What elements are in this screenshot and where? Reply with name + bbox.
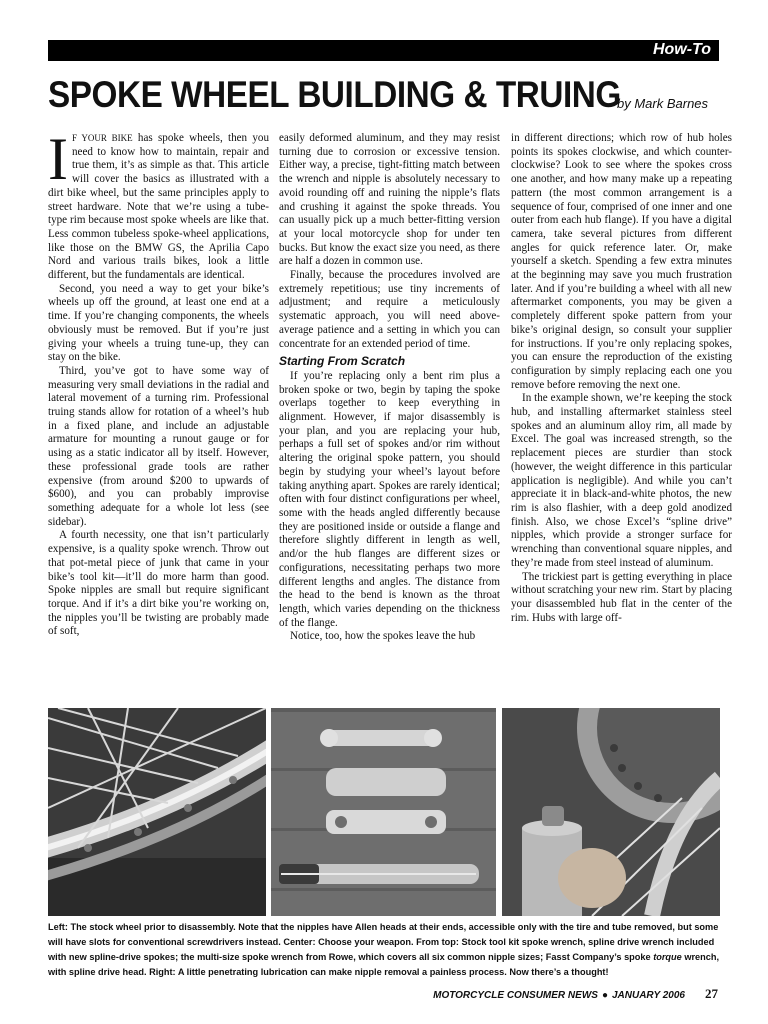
- section-label: How-To: [652, 41, 711, 58]
- paragraph: Third, you’ve got to have some way of measuring very small deviations in the radial and lateral movement of a turning rim. Professional truing stands allow for rotation of a wheel’s hub in a fixed plane, and include an adjustable armature for mounting a runout gauge or for using as a static indicator all by itself. However, these professional grade tools are rather expensive (from around $200 to upwards of $600), and you can probably improvise something adequate for a whole lot less (see sidebar).: [48, 364, 269, 528]
- article-title: SPOKE WHEEL BUILDING & TRUING: [48, 74, 621, 115]
- subhead: Starting From Scratch: [279, 354, 406, 369]
- lubrication-image: [502, 708, 720, 916]
- caption-text: Left: The stock wheel prior to disassembly. Note that the nipples have Allen heads at their ends, accessible only with the tire and tube removed, but some will have slots for conventional screwdrivers instead. Center: Choose your weapon. From top: Stock tool kit spoke wrench, spline drive wrench included with new spline-drive spokes; the multi-size spoke wrench from Rowe, which covers all six common nipple sizes; Fasst Company’s spoke: [48, 922, 719, 962]
- stock-wheel-image: [48, 708, 266, 916]
- caption-text-end: wrench, with spline drive head. Right: A little penetrating lubrication can make nipple removal a painless process. Now there’s a thought!: [48, 952, 720, 977]
- paragraph: A fourth necessity, one that isn’t particularly expensive, is a quality spoke wrench. Throw out that pot-metal piece of junk that came in your bike’s tool kit—it’ll do more harm than good. Spoke nipples are small but require significant torque. And if it’s a dirt bike you’re working on, the nipples you’ll be twisting are probably made of soft,: [48, 529, 269, 638]
- caption-italic-word: torque: [653, 952, 682, 962]
- spoke-wrenches-image: [271, 708, 496, 916]
- paragraph: In the example shown, we’re keeping the stock hub, and installing aftermarket stainless steel spokes and an aluminum alloy rim, all made by Excel. The goal was increased strength, so the replacement pieces are sturdier than stock (however, the weight difference in this particular application is negligible). And while you can’t appreciate it in black-and-white photos, the new rim is also flashier, with a deep gold anodized finish. Also, we chose Excel’s “spline drive” nipples, which provide a stronger surface for wrenching than conventional square nipples, and they’re made from steel instead of aluminum.: [511, 392, 732, 569]
- paragraph: Notice, too, how the spokes leave the hub: [290, 630, 476, 643]
- lead-smallcaps: F YOUR BIKE: [71, 133, 133, 143]
- column-2: [279, 132, 500, 698]
- drop-cap: I: [48, 132, 68, 192]
- paragraph: easily deformed aluminum, and they may resist turning due to corrosion or excessive tension. Either way, a precise, tight-fitting match between the wrench and nipple is absolutely necessary to avoid rounding off and ruining the nipple’s flats and crushing it against the spoke threads. You can usually pick up a much better-fitting version at your local motorcycle shop for under ten bucks. But know the exact size you need, as there are half a dozen in common use.: [279, 132, 500, 268]
- photo-stock-wheel: [48, 708, 266, 916]
- column-1: [48, 132, 269, 698]
- page-number: 27: [705, 986, 718, 1001]
- issue-date: JANUARY 2006: [611, 990, 685, 1001]
- paragraph: Second, you need a way to get your bike’s wheels up off the ground, at least one end at a time. If you’re changing components, the wheels obviously must be removed. But if you’re just giving your wheels a truing tune-up, they can stay on the bike.: [48, 282, 269, 364]
- photo-penetrating-lube: [502, 708, 720, 916]
- lead-text: has spoke wheels, then you need to know how to maintain, repair and true them, it’s as simple as that. This article will cover the basics as illustrated with a dirt bike wheel, but the same principles apply to street hardware. Note that we’re using a tube-type rim because most spoke wheels are like that. Less common tubeless spoke-wheel applications, like those on the BMW GS, the Aprilia Capo Nord and various trails bikes, look a little different, but the fundamentals are identical.: [48, 132, 269, 282]
- photo-caption: [48, 920, 720, 980]
- paragraph: If you’re replacing only a bent rim plus a broken spoke or two, begin by taping the spoke overlaps together to keep everything in alignment. However, if major disassembly is your plan, and you are replacing your hub, perhaps a full set of spokes and/or rim without altering the original spoke pattern, you should begin by studying your wheel’s layout before taking anything apart. Spokes are rarely identical; often with four distinct configurations per wheel, some with the heads angled differently because they are positioned inside or outside a flange and therefore slightly different in length as well, and/or the hub flanges are different sizes or configurations, necessitating perhaps two more different lengths and angles. The distance from the head to the bend is known as the throat length, which varies depending on the thickness of the flange.: [279, 369, 500, 629]
- paragraph: Finally, because the procedures involved are extremely repetitious; use tiny increments of adjustment; and require a meticulously systematic approach, you will need above-average patience and a setting in which you can concentrate for an extended period of time.: [279, 269, 500, 350]
- photo-spoke-wrenches: [271, 708, 496, 916]
- bullet-icon: ●: [601, 990, 608, 1001]
- paragraph: in different directions; which row of hub holes points its spokes clockwise, and which counter-clockwise? Look to see where the spokes cross one another, and how many make up a repeating pattern (the most common arrangement is a sequence of four, comprised of one inner and one outer from each hub flange). If you have a digital camera, take several pictures from different angles for quick reference later. Or, make yourself a sketch. Spending a few extra minutes at the beginning may save you much frustration later. And if you’re building a wheel with all new aftermarket components, you may be given a completely different spoke pattern from your bike’s original design, so consult your supplier for instructions. If you’re only replacing spokes, you can ensure the reproduction of the existing configuration by simply replacing each one you remove before removing the next one.: [511, 132, 732, 391]
- page-footer: [433, 986, 718, 1002]
- byline: by Mark Barnes: [617, 96, 709, 111]
- lead-paragraph: [48, 132, 269, 283]
- magazine-name: MOTORCYCLE CONSUMER NEWS: [433, 990, 598, 1001]
- section-header-bar: [48, 40, 719, 61]
- column-3: [511, 132, 732, 698]
- paragraph: The trickiest part is getting everything in place without scratching your new rim. Start by placing your disassembled hub flat in the center of the rim. Hubs with large off-: [511, 570, 732, 624]
